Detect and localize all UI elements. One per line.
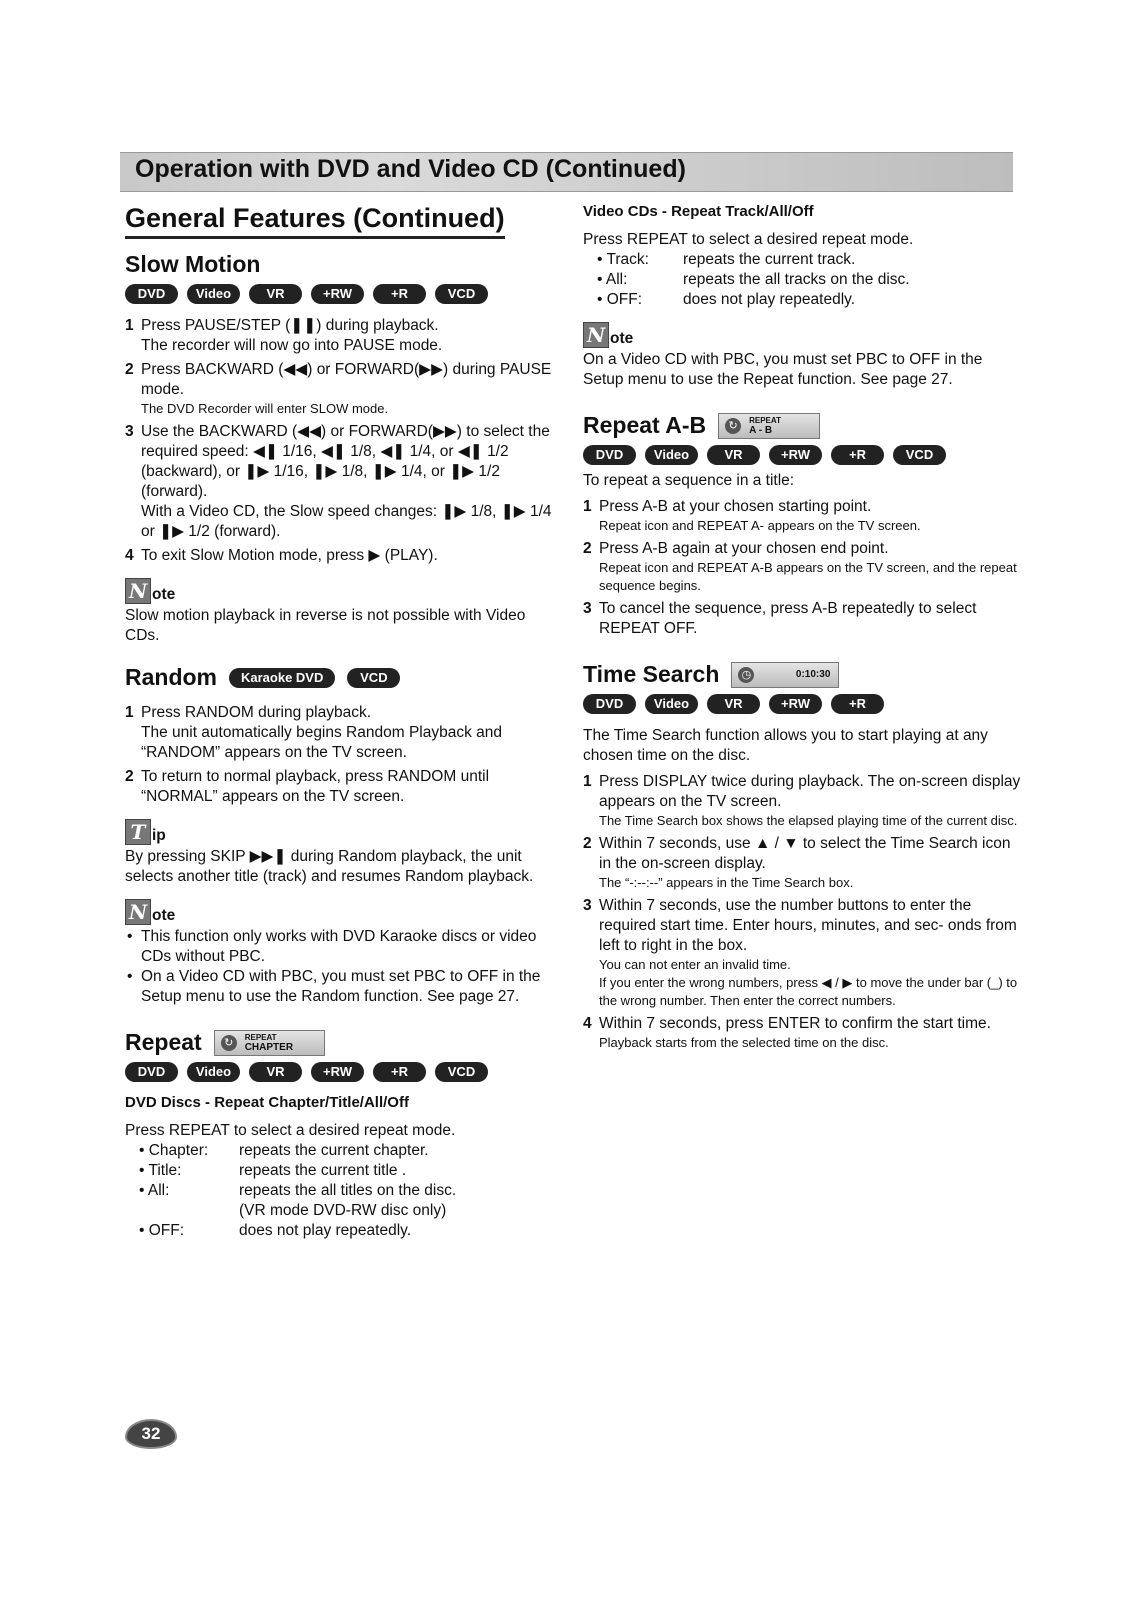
repeat-ab-osd-display: ↻ REPEAT A - B: [718, 413, 820, 439]
repeat-ab-intro: To repeat a sequence in a title:: [583, 472, 795, 489]
step: 4 Within 7 seconds, press ENTER to confirm the start time. Playback starts from the selected time on the disc.: [583, 1015, 991, 1050]
slow-motion-heading: Slow Motion: [125, 251, 261, 277]
banner-title: Operation with DVD and Video CD (Continued): [135, 155, 686, 183]
repeat-icon: ↻: [221, 1035, 237, 1051]
badge-dvd: DVD: [125, 1062, 178, 1082]
badge-dvd: DVD: [125, 284, 178, 304]
list-item: (VR mode DVD-RW disc only): [239, 1202, 447, 1219]
slow-motion-badges: [125, 284, 555, 304]
badge-video: Video: [187, 1062, 240, 1082]
badge-karaoke-dvd: Karaoke DVD: [229, 668, 335, 688]
time-search-heading: Time Search: [583, 661, 720, 687]
badge-video: Video: [187, 284, 240, 304]
repeat-osd-display: ↻ REPEAT CHAPTER: [214, 1030, 325, 1056]
list-item: • Track: repeats the current track.: [597, 251, 856, 268]
badge-plus-r: +R: [373, 284, 426, 304]
tip-header: T ip: [125, 819, 555, 845]
note-text: Slow motion playback in reverse is not possible with Video CDs.: [125, 607, 526, 644]
time-search-badges: [583, 694, 1023, 714]
tip-icon: T: [125, 819, 151, 845]
step: 2 Press BACKWARD (◀◀) or FORWARD(▶▶) during PAUSE mode. The DVD Recorder will enter SLOW mode.: [125, 361, 552, 416]
left-column: [125, 203, 555, 1241]
page-number: 32: [125, 1419, 177, 1449]
list-item: • Chapter: repeats the current chapter.: [139, 1142, 429, 1159]
step: 2 To return to normal playback, press RANDOM until “NORMAL” appears on the TV screen.: [125, 768, 490, 805]
badge-vr: VR: [249, 1062, 302, 1082]
random-steps: [125, 703, 555, 807]
note-bullets: [125, 927, 555, 1007]
vcd-repeat-modes: [597, 250, 1023, 310]
list-item: • On a Video CD with PBC, you must set PBC to OFF in the Setup menu to use the Random function. See page 27.: [125, 967, 555, 1007]
repeat-modes: [139, 1141, 555, 1241]
repeat-ab-steps: [583, 497, 1023, 639]
note-icon: N: [125, 578, 151, 604]
vcd-repeat-subheading: Video CDs - Repeat Track/All/Off: [583, 203, 814, 220]
vcd-repeat-intro: Press REPEAT to select a desired repeat mode.: [583, 231, 914, 248]
step: 2 Within 7 seconds, use ▲ / ▼ to select the Time Search icon in the on-screen display. The “-:--:--” appears in the Time Search box.: [583, 835, 1011, 890]
note-header: N ote: [125, 899, 555, 925]
step: 1 Press A-B at your chosen starting point. Repeat icon and REPEAT A- appears on the TV screen.: [583, 498, 921, 533]
note-icon: N: [125, 899, 151, 925]
note-text: On a Video CD with PBC, you must set PBC to OFF in the Setup menu to use the Repeat function. See page 27.: [583, 351, 983, 388]
page-title: General Features (Continued): [125, 203, 505, 239]
step: 3 To cancel the sequence, press A-B repeatedly to select REPEAT OFF.: [583, 600, 977, 637]
badge-dvd: DVD: [583, 694, 636, 714]
random-heading: Random: [125, 664, 217, 690]
list-item: • All: repeats the all titles on the disc.: [139, 1182, 457, 1199]
time-search-steps: [583, 772, 1023, 1052]
repeat-badges: [125, 1062, 555, 1082]
note-header: N ote: [125, 578, 555, 604]
step: 4 To exit Slow Motion mode, press ▶ (PLAY).: [125, 547, 438, 564]
repeat-ab-badges: [583, 445, 1023, 465]
badge-plus-rw: +RW: [311, 284, 364, 304]
badge-vcd: VCD: [435, 284, 488, 304]
badge-plus-rw: +RW: [769, 445, 822, 465]
step: 3 Within 7 seconds, use the number buttons to enter the required start time. Enter hours, minutes, and sec- onds from left to right in the box. You can not enter an invalid time. If you enter the wrong numbers, press ◀ / ▶ to move the under bar (_) to the wrong number. Then enter the correct numbers.: [583, 897, 1018, 1008]
clock-icon: ◷: [738, 667, 754, 683]
dvd-repeat-subheading: DVD Discs - Repeat Chapter/Title/All/Off: [125, 1094, 409, 1111]
badge-plus-r: +R: [831, 445, 884, 465]
badge-vr: VR: [707, 445, 760, 465]
list-item: • OFF: does not play repeatedly.: [597, 291, 856, 308]
section-banner: [120, 152, 1013, 192]
step: 2 Press A-B again at your chosen end point. Repeat icon and REPEAT A-B appears on the TV screen, and the repeat sequence begins.: [583, 540, 1017, 593]
slow-motion-steps: [125, 316, 555, 566]
badge-vr: VR: [707, 694, 760, 714]
badge-plus-r: +R: [373, 1062, 426, 1082]
list-item: • This function only works with DVD Karaoke discs or video CDs without PBC.: [125, 927, 555, 967]
step: 3 Use the BACKWARD (◀◀) or FORWARD(▶▶) to select the required speed: ◀❚ 1/16, ◀❚ 1/8, ◀❚ 1/4, or ◀❚ 1/2 (backward), or ❚▶ 1/16, ❚▶ 1/8, ❚▶ 1/4, or ❚▶ 1/2 (forward). With a Video CD, the Slow speed changes: ❚▶ 1/8, ❚▶ 1/4 or ❚▶ 1/2 (forward).: [125, 423, 552, 540]
badge-plus-r: +R: [831, 694, 884, 714]
repeat-icon: ↻: [725, 418, 741, 434]
note-header: N ote: [583, 322, 1023, 348]
badge-video: Video: [645, 445, 698, 465]
badge-plus-rw: +RW: [769, 694, 822, 714]
repeat-heading: Repeat: [125, 1029, 202, 1055]
badge-vcd: VCD: [435, 1062, 488, 1082]
right-column: [583, 203, 1023, 1056]
badge-vr: VR: [249, 284, 302, 304]
badge-video: Video: [645, 694, 698, 714]
badge-vcd: VCD: [893, 445, 946, 465]
tip-text: By pressing SKIP ▶▶❚ during Random playback, the unit selects another title (track) and resumes Random playback.: [125, 848, 534, 885]
badge-plus-rw: +RW: [311, 1062, 364, 1082]
repeat-intro: Press REPEAT to select a desired repeat mode.: [125, 1122, 456, 1139]
time-search-osd-display: ◷ 0:10:30: [731, 662, 839, 688]
time-search-intro: The Time Search function allows you to start playing at any chosen time on the disc.: [583, 727, 988, 764]
step: 1 Press DISPLAY twice during playback. The on-screen display appears on the TV screen. The Time Search box shows the elapsed playing time of the current disc.: [583, 773, 1021, 828]
badge-dvd: DVD: [583, 445, 636, 465]
step: 1 Press RANDOM during playback. The unit automatically begins Random Playback and “RANDOM” appears on the TV screen.: [125, 704, 503, 761]
list-item: • Title: repeats the current title .: [139, 1162, 407, 1179]
repeat-ab-heading: Repeat A-B: [583, 412, 707, 438]
step: 1 Press PAUSE/STEP (❚❚) during playback. The recorder will now go into PAUSE mode.: [125, 317, 443, 354]
note-icon: N: [583, 322, 609, 348]
list-item: • OFF: does not play repeatedly.: [139, 1222, 412, 1239]
list-item: • All: repeats the all tracks on the disc.: [597, 271, 910, 288]
badge-vcd: VCD: [347, 668, 400, 688]
